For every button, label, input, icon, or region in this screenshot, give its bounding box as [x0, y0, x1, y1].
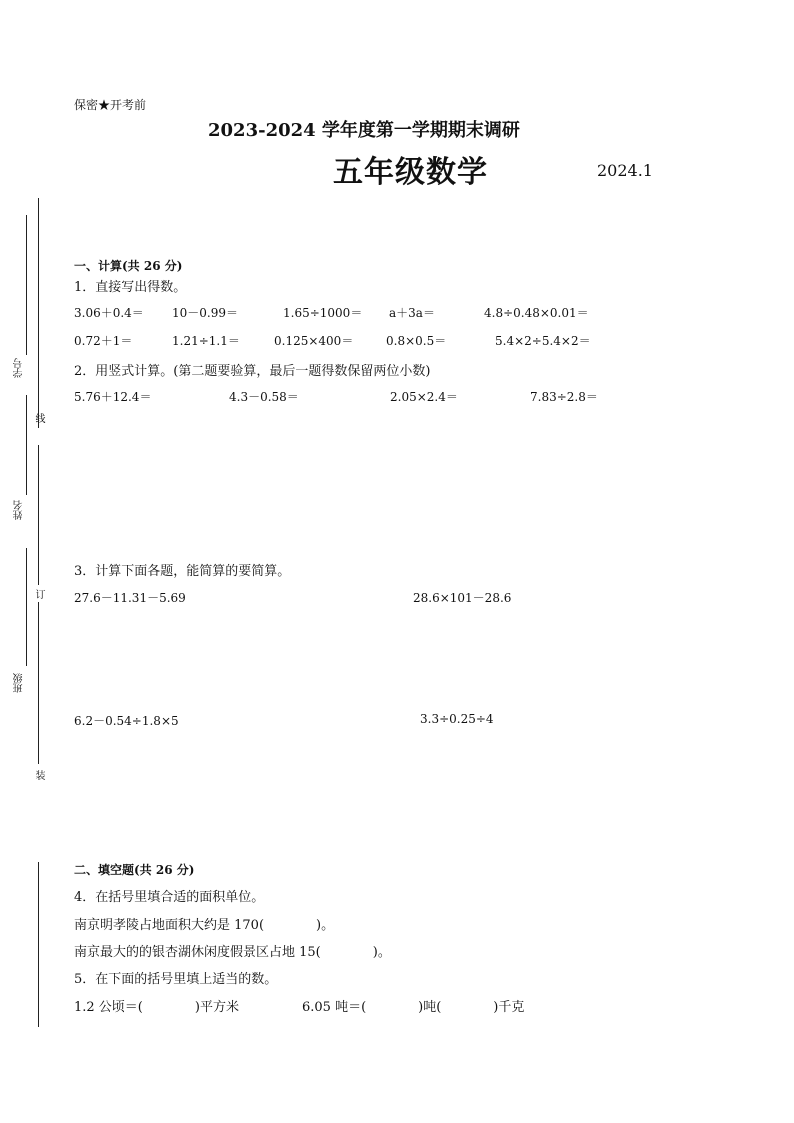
- q1-row1-item: 1.65÷1000＝: [283, 306, 363, 320]
- q2-item: 7.83÷2.8＝: [530, 390, 598, 404]
- q1-row2-item: 1.21÷1.1＝: [172, 334, 240, 348]
- subject-title: 五年级数学: [333, 155, 488, 190]
- margin-seal-char: 装: [33, 770, 44, 780]
- student-id-label: 学号: [14, 358, 25, 378]
- q4-prompt: 4．在括号里填合适的面积单位。: [74, 890, 265, 905]
- q3-item: 3.3÷0.25÷4: [420, 712, 494, 726]
- q2-prompt: 2．用竖式计算。(第二题要验算，最后一题得数保留两位小数): [74, 364, 431, 379]
- exam-date: 2024.1: [597, 161, 653, 180]
- margin-line-bottom: [38, 862, 39, 1027]
- q1-row2-item: 0.125×400＝: [274, 334, 354, 348]
- class-label: 班级: [14, 673, 25, 693]
- margin-line-mid2: [38, 602, 39, 764]
- q1-row1-item: 4.8÷0.48×0.01＝: [484, 306, 589, 320]
- margin-line-char: 线: [33, 413, 44, 423]
- q3-item: 6.2－0.54÷1.8×5: [74, 714, 179, 728]
- exam-title: 2023-2024 学年度第一学期期末调研: [208, 120, 520, 141]
- q1-row1-item: 10－0.99＝: [172, 306, 238, 320]
- q3-item: 27.6－11.31－5.69: [74, 591, 186, 605]
- q2-item: 5.76＋12.4＝: [74, 390, 152, 404]
- class-underline: [26, 548, 27, 666]
- section1-heading: 一、计算(共 26 分): [74, 259, 183, 273]
- q1-row1-item: a＋3a＝: [389, 306, 435, 320]
- q3-prompt: 3．计算下面各题，能简算的要简算。: [74, 564, 291, 579]
- margin-bind-char: 订: [33, 589, 44, 599]
- q1-row2-item: 5.4×2÷5.4×2＝: [495, 334, 591, 348]
- q3-item: 28.6×101－28.6: [413, 591, 512, 605]
- q5-item: 1.2 公顷＝( )平方米: [74, 1000, 239, 1015]
- student-id-underline: [26, 215, 27, 355]
- q1-row2-item: 0.72＋1＝: [74, 334, 133, 348]
- confidential-label: 保密★开考前: [74, 98, 147, 112]
- q4-line2: 南京最大的的银杏湖休闲度假景区占地 15( )。: [74, 945, 391, 960]
- name-underline: [26, 395, 27, 495]
- q1-row2-item: 0.8×0.5＝: [386, 334, 447, 348]
- q1-row1-item: 3.06＋0.4＝: [74, 306, 144, 320]
- margin-line-top: [38, 198, 39, 428]
- q2-item: 2.05×2.4＝: [390, 390, 458, 404]
- section2-heading: 二、填空题(共 26 分): [74, 863, 195, 877]
- q5-item: 6.05 吨＝( )吨( )千克: [302, 1000, 525, 1015]
- margin-line-mid1: [38, 445, 39, 585]
- name-label: 姓名: [14, 500, 25, 520]
- q2-item: 4.3－0.58＝: [229, 390, 299, 404]
- q5-prompt: 5．在下面的括号里填上适当的数。: [74, 972, 278, 987]
- q4-line1: 南京明孝陵占地面积大约是 170( )。: [74, 918, 335, 933]
- q1-prompt: 1．直接写出得数。: [74, 280, 187, 295]
